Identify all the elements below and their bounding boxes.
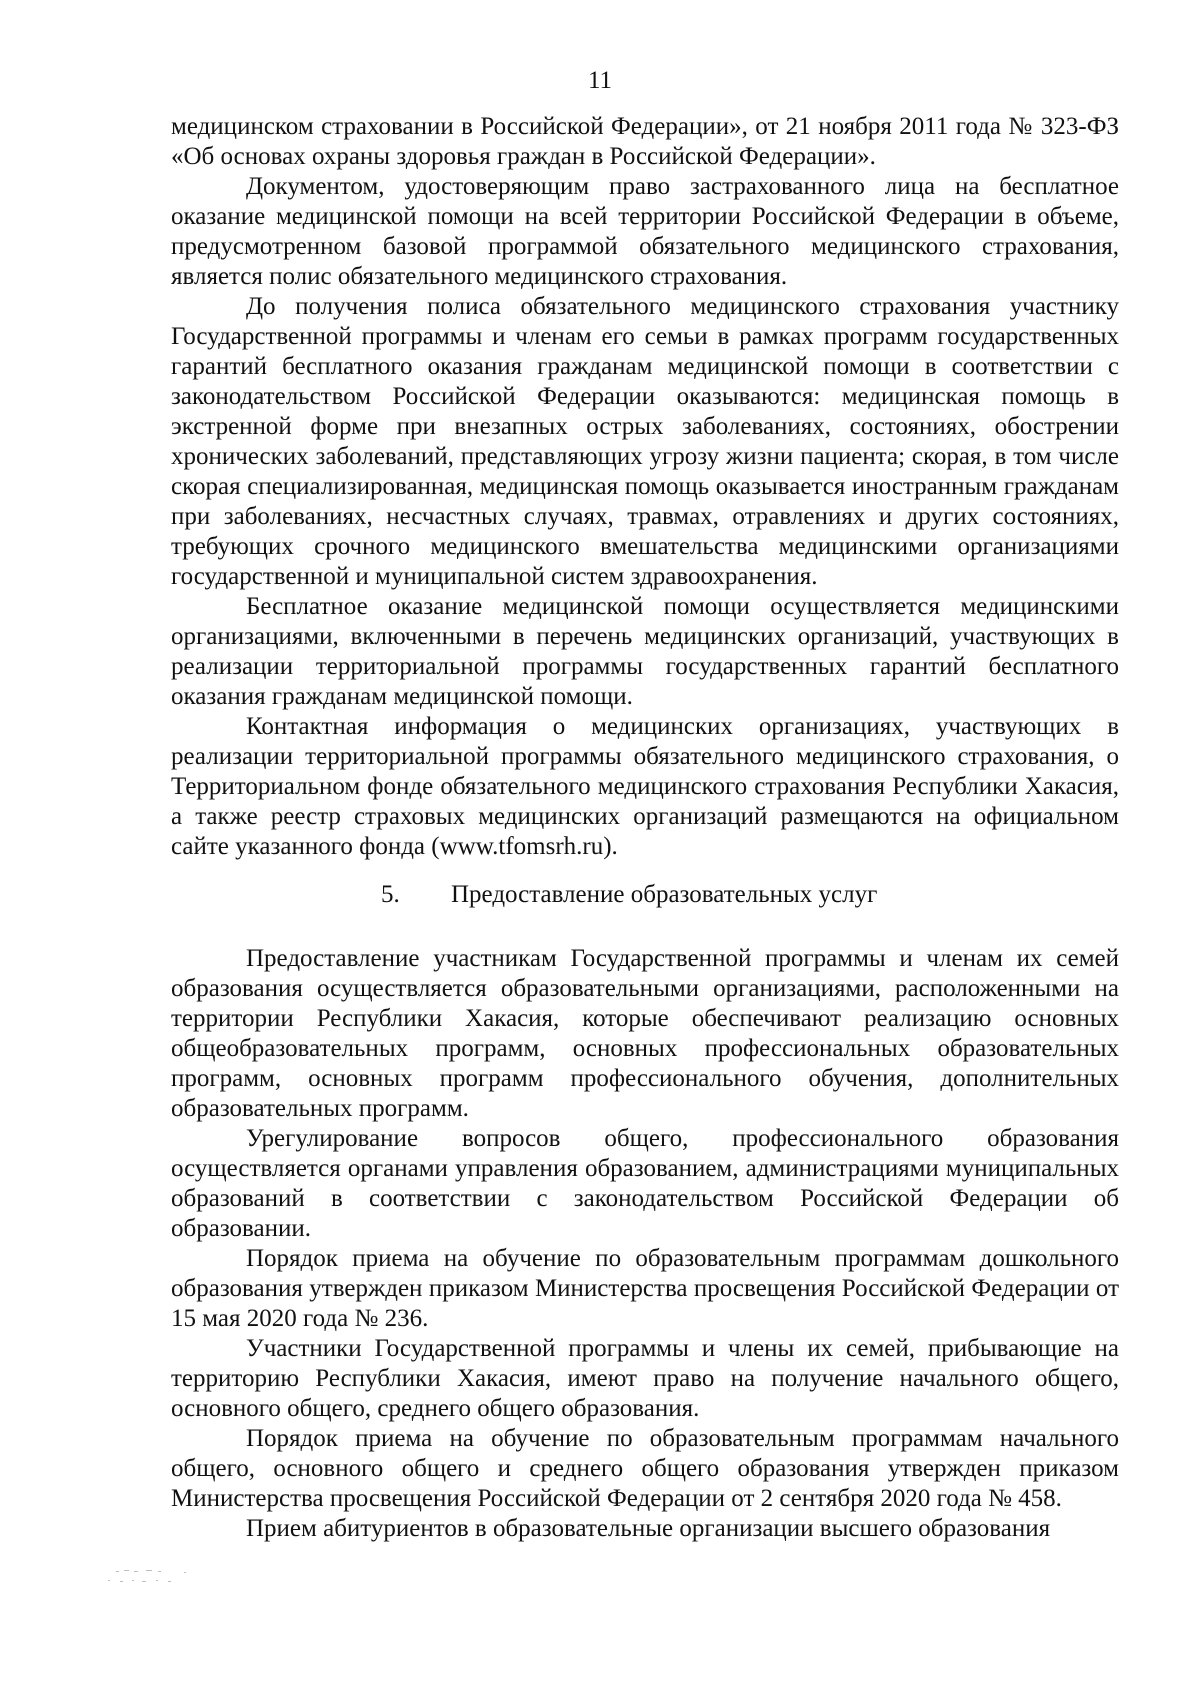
section-number: 5.: [381, 881, 400, 908]
paragraph-free-medical-care: Бесплатное оказание медицинской помощи осуществляется медицинскими организациями, включенными в перечень медицинских организаций, участвующих в реализации территориальной программы государственных гарантий бесплатного оказания гражданам медицинской помощи.: [171, 593, 1119, 710]
paragraph-insurance-policy: Документом, удостоверяющим право застрахованного лица на бесплатное оказание медицинской помощи на всей территории Российской Федерации в объеме, предусмотренном базовой программой обязательного медицинского страхования, является полис обязательного медицинского страхования.: [171, 173, 1119, 290]
paragraph-before-policy: До получения полиса обязательного медицинского страхования участнику Государственной программы и членам его семьи в рамках программ государственных гарантий бесплатного оказания гражданам медицинской помощи в соответствии с законодательством Российской Федерации оказываются: медицинская помощь в экстренной форме при внезапных острых заболеваниях, состояниях, обострении хронических заболеваний, представляющих угрозу жизни пациента; скорая, в том числе скорая специализированная, медицинская помощь оказывается иностранным гражданам при заболеваниях, несчастных случаях, травмах, отравлениях и других состояниях, требующих срочного медицинского вмешательства медицинскими организациями государственной и муниципальной систем здравоохранения.: [171, 293, 1119, 590]
paragraph-right-to-education: Участники Государственной программы и члены их семей, прибывающие на территорию Республики Хакасия, имеют право на получение начального общего, основного общего, среднего общего образования.: [171, 1335, 1119, 1422]
paragraph-preschool-admission: Порядок приема на обучение по образовательным программам дошкольного образования утвержден приказом Министерства просвещения Российской Федерации от 15 мая 2020 года № 236.: [171, 1245, 1119, 1332]
section-title: Предоставление образовательных услуг: [451, 881, 878, 908]
paragraph-continuation: медицинском страховании в Российской Федерации», от 21 ноября 2011 года № 323-ФЗ «Об основах охраны здоровья граждан в Российской Федерации».: [171, 113, 1119, 170]
paragraph-contact-information: Контактная информация о медицинских организациях, участвующих в реализации территориальной программы обязательного медицинского страхования, о Территориальном фонде обязательного медицинского страхования Республики Хакасия, а также реестр страховых медицинских организаций размещаются на официальном сайте указанного фонда (www.tfomsrh.ru).: [171, 713, 1119, 860]
section-heading: [171, 880, 1119, 910]
paragraph-education-provision: Предоставление участникам Государственной программы и членам их семей образования осуществляется образовательными организациями, расположенными на территории Республики Хакасия, которые обеспечивают реализацию основных общеобразовательных программ, основных профессиональных образовательных программ, основных программ профессионального обучения, дополнительных образовательных программ.: [171, 945, 1119, 1122]
paragraph-school-admission: Порядок приема на обучение по образовательным программам начального общего, основного общего и среднего общего образования утвержден приказом Министерства просвещения Российской Федерации от 2 сентября 2020 года № 458.: [171, 1425, 1119, 1512]
document-body: [171, 112, 1119, 1544]
paragraph-education-regulation: Урегулирование вопросов общего, профессионального образования осуществляется органами управления образованием, администрациями муниципальных образований в соответствии с законодательством Российской Федерации об образовании.: [171, 1125, 1119, 1242]
page-number: 11: [587, 67, 613, 94]
scan-artifact: [98, 1568, 198, 1590]
paragraph-higher-education-admission: Прием абитуриентов в образовательные организации высшего образования: [246, 1515, 1051, 1542]
